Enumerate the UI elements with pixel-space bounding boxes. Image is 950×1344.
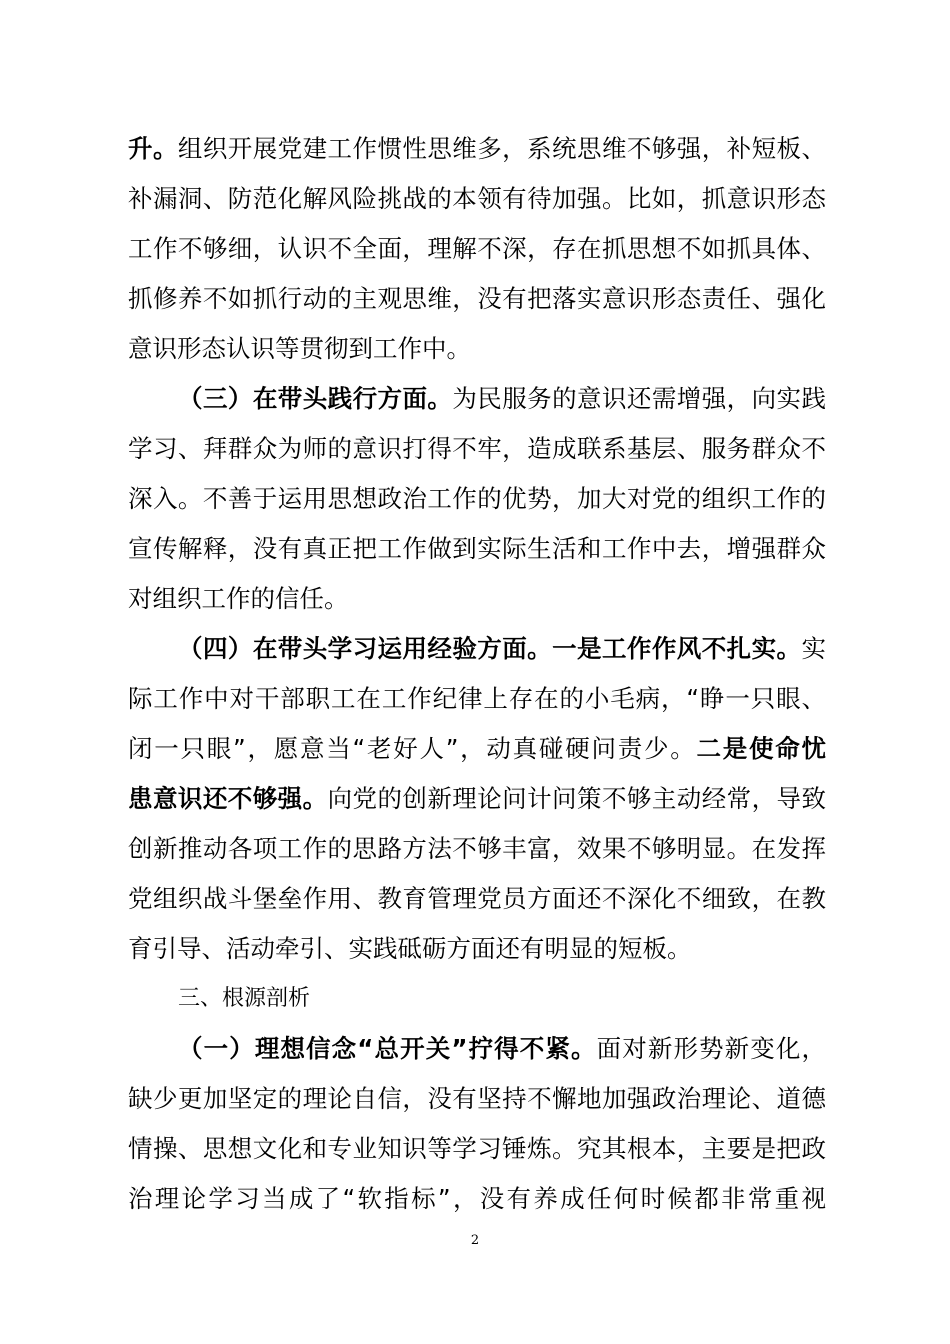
text-line: 创新推动各项工作的思路方法不够丰富，效果不够明显。在发挥 xyxy=(128,834,826,863)
text-line xyxy=(128,134,826,164)
text-run: 闭一只眼”，愿意当“老好人”，动真碰硬问责少。 xyxy=(128,734,697,763)
text-run: 向党的创新理论问计问策不够主动经常，导致 xyxy=(327,784,826,813)
text-line: 工作不够细，认识不全面，理解不深，存在抓思想不如抓具体、 xyxy=(128,234,826,263)
text-line: 治理论学习当成了“软指标”，没有养成任何时候都非常重视 xyxy=(128,1184,826,1213)
bold-run: 升。 xyxy=(128,134,178,163)
bold-run: （三）在带头践行方面。 xyxy=(178,384,453,413)
text-line: 学习、拜群众为师的意识打得不牢，造成联系基层、服务群众不 xyxy=(128,434,826,463)
text-line: 缺少更加坚定的理论自信，没有坚持不懈地加强政治理论、道德 xyxy=(128,1084,826,1113)
text-line: 党组织战斗堡垒作用、教育管理党员方面还不深化不细致，在教 xyxy=(128,884,826,913)
text-line xyxy=(178,1034,826,1064)
text-line: 育引导、活动牵引、实践砥砺方面还有明显的短板。 xyxy=(128,934,692,963)
text-line xyxy=(178,384,826,414)
page-number: 2 xyxy=(470,1233,480,1248)
text-line: 宣传解释，没有真正把工作做到实际生活和工作中去，增强群众 xyxy=(128,534,826,563)
bold-run: （四）在带头学习运用经验方面。一是工作作风不扎实。 xyxy=(178,634,802,663)
text-run: 面对新形势新变化， xyxy=(596,1034,826,1063)
text-line xyxy=(128,734,826,764)
text-line: 情操、思想文化和专业知识等学习锤炼。究其根本，主要是把政 xyxy=(128,1134,826,1163)
text-line: 际工作中对干部职工在工作纪律上存在的小毛病，“睁一只眼、 xyxy=(128,684,826,713)
bold-run: 患意识还不够强。 xyxy=(128,784,328,813)
text-run: 为民服务的意识还需增强，向实践 xyxy=(452,384,826,413)
bold-run: （一）理想信念“总开关”拧得不紧。 xyxy=(178,1034,597,1063)
text-line: 深入。不善于运用思想政治工作的优势，加大对党的组织工作的 xyxy=(128,484,826,513)
text-line: 意识形态认识等贯彻到工作中。 xyxy=(128,334,471,363)
text-line: 补漏洞、防范化解风险挑战的本领有待加强。比如，抓意识形态 xyxy=(128,184,826,213)
text-line: 抓修养不如抓行动的主观思维，没有把落实意识形态责任、强化 xyxy=(128,284,826,313)
section-heading: 三、根源剖析 xyxy=(178,986,311,1011)
bold-run: 二是使命忧 xyxy=(696,734,826,763)
text-line xyxy=(128,784,826,814)
text-run: 实 xyxy=(801,634,826,663)
text-run: 组织开展党建工作惯性思维多，系统思维不够强，补短板、 xyxy=(177,134,826,163)
text-line xyxy=(178,634,826,664)
text-line: 对组织工作的信任。 xyxy=(128,584,349,613)
